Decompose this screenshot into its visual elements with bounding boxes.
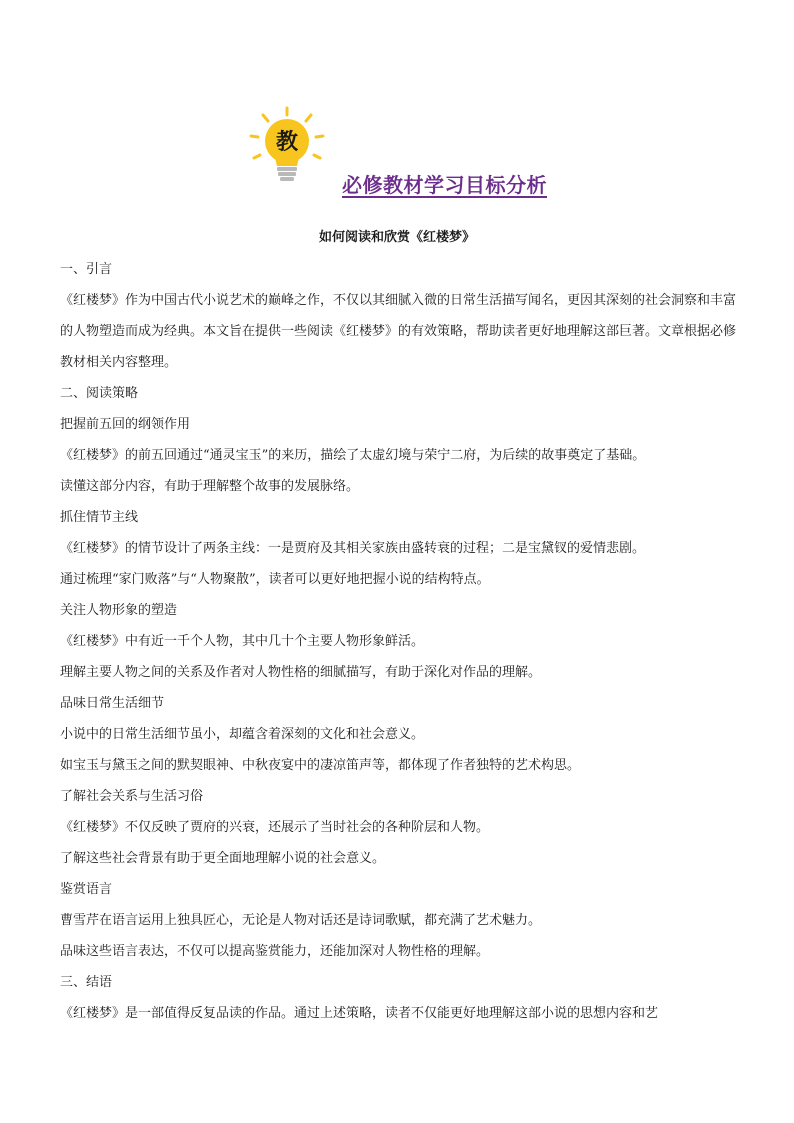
paragraph: 《红楼梦》的情节设计了两条主线：一是贾府及其相关家族由盛转衰的过程；二是宝黛钗的爱情悲剧。 — [60, 541, 646, 556]
subheading-language: 鉴赏语言 — [60, 882, 113, 897]
subheading-characters: 关注人物形象的塑造 — [60, 603, 178, 618]
section-heading-intro: 一、引言 — [60, 262, 113, 277]
paragraph: 品味这些语言表达，不仅可以提高鉴赏能力，还能加深对人物性格的理解。 — [60, 944, 490, 959]
article-body — [60, 254, 736, 1029]
lightbulb-icon — [248, 106, 326, 186]
paragraph: 曹雪芹在语言运用上独具匠心，无论是人物对话还是诗词歌赋，都充满了艺术魅力。 — [60, 913, 542, 928]
subheading-first-five-chapters: 把握前五回的纲领作用 — [60, 417, 191, 432]
subheading-daily-life: 品味日常生活细节 — [60, 696, 165, 711]
page-heading: 必修教材学习目标分析 — [342, 173, 547, 197]
section-heading-conclusion: 三、结语 — [60, 975, 113, 990]
paragraph-intro: 《红楼梦》作为中国古代小说艺术的巅峰之作，不仅以其细腻入微的日常生活描写闻名，更因其深刻的社会洞察和丰富的人物塑造而成为经典。本文旨在提供一些阅读《红楼梦》的有效策略，帮助读者更好地理解这部巨著。文章根据必修教材相关内容整理。 — [60, 293, 736, 370]
paragraph-conclusion: 《红楼梦》是一部值得反复品读的作品。通过上述策略，读者不仅能更好地理解这部小说的思想内容和艺 — [60, 1006, 659, 1021]
paragraph: 如宝玉与黛玉之间的默契眼神、中秋夜宴中的凄凉笛声等，都体现了作者独特的艺术构思。 — [60, 758, 581, 773]
teaching-bulb-logo — [248, 106, 326, 186]
paragraph: 读懂这部分内容，有助于理解整个故事的发展脉络。 — [60, 479, 360, 494]
subheading-social-customs: 了解社会关系与生活习俗 — [60, 789, 204, 804]
paragraph: 通过梳理“家门败落”与“人物聚散”，读者可以更好地把握小说的结构特点。 — [60, 572, 490, 587]
paragraph: 了解这些社会背景有助于更全面地理解小说的社会意义。 — [60, 851, 386, 866]
section-heading-strategies: 二、阅读策略 — [60, 386, 139, 401]
paragraph: 小说中的日常生活细节虽小，却蕴含着深刻的文化和社会意义。 — [60, 727, 425, 742]
article-title: 如何阅读和欣赏《红楼梦》 — [318, 230, 475, 245]
paragraph: 《红楼梦》中有近一千个人物，其中几十个主要人物形象鲜活。 — [60, 634, 425, 649]
paragraph: 《红楼梦》的前五回通过“通灵宝玉”的来历，描绘了太虚幻境与荣宁二府，为后续的故事奠定了基础。 — [60, 448, 646, 463]
logo-char: 教 — [275, 130, 299, 155]
paragraph: 《红楼梦》不仅反映了贾府的兴衰，还展示了当时社会的各种阶层和人物。 — [60, 820, 490, 835]
subheading-plot-lines: 抓住情节主线 — [60, 510, 139, 525]
paragraph: 理解主要人物之间的关系及作者对人物性格的细腻描写，有助于深化对作品的理解。 — [60, 665, 542, 680]
